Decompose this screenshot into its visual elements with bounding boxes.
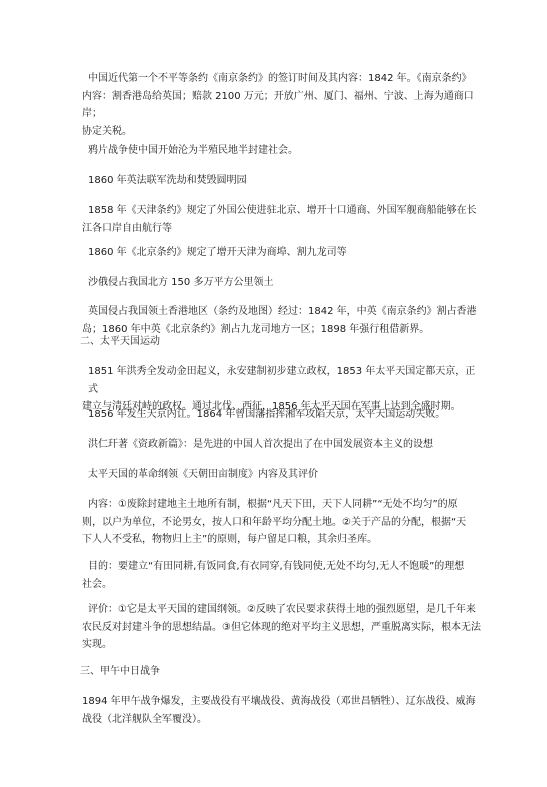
text-line: 则，以户为单位，不论男女，按人口和年龄平均分配土地。②关于产品的分配，根据“天 — [82, 516, 467, 528]
text-line: 洪仁玕著《资政新篇》：是先进的中国人首次提出了在中国发展资本主义的设想 — [88, 439, 433, 450]
paragraph-purpose — [82, 558, 482, 593]
paragraph-opium-war-effect — [88, 142, 482, 160]
text-line: 内容：①废除封建地主土地所有制，根据“凡天下田，天下人同耕”“无处不均匀”的原 — [88, 499, 458, 510]
paragraph-content — [82, 496, 482, 549]
paragraph-tianjin-treaty — [82, 202, 482, 237]
text-line: 下人人不受私，物物归上主”的原则，每户留足口粮，其余归圣库。 — [82, 534, 378, 545]
paragraph-yuanmingyuan — [88, 172, 482, 190]
paragraph-tianchao-tianmu — [88, 466, 482, 484]
text-line: 目的：要建立“有田同耕,有饭同食,有衣同穿,有钱同使,无处不均匀,无人不饱暖”的理想 — [88, 561, 465, 572]
text-line: 沙俄侵占我国北方 150 多万平方公里领土 — [88, 277, 274, 288]
text-line: 评价：①它是太平天国的建国纲领。②反映了农民要求获得土地的强烈愿望，是几千年来 — [88, 604, 476, 615]
text-line: 江各口岸自由航行等 — [82, 222, 172, 234]
text-line: 1851 年洪秀全发动金田起义，永安建制初步建立政权，1853 年太平天国定都天京，正式 — [88, 366, 476, 395]
paragraph-tianjing-incident — [88, 406, 482, 424]
paragraph-nanjing-treaty — [82, 70, 482, 140]
text-line: 1860 年英法联军洗劫和焚毁圆明园 — [88, 175, 247, 186]
section-heading-sino-japanese-war — [80, 663, 160, 681]
text-line: 实现。 — [82, 639, 112, 650]
text-line: 英国侵占我国领土香港地区（条约及地图）经过：1842 年，中英《南京条约》割占香港 — [88, 306, 477, 317]
paragraph-beijing-treaty — [88, 244, 482, 262]
text-line: 1856 年发生天京内讧。1864 年曾国藩指挥湘军攻陷天京，太平天国运动失败。 — [88, 409, 446, 420]
heading-text: 二、太平天国运动 — [80, 336, 160, 347]
paragraph-zizheng-xinpian — [88, 436, 482, 454]
paragraph-evaluation — [82, 601, 482, 654]
text-line: 1860 年《北京条约》规定了增开天津为商埠、割九龙司等 — [88, 247, 347, 258]
paragraph-1894-war — [82, 693, 482, 728]
text-line: 中国近代第一个不平等条约《南京条约》的签订时间及其内容：1842 年。《南京条约》 — [88, 73, 472, 84]
text-line: 鸦片战争使中国开始沦为半殖民地半封建社会。 — [88, 145, 298, 156]
text-line: 岛；1860 年中英《北京条约》割占九龙司地方一区；1898 年强行租借新界。 — [82, 323, 430, 335]
text-line: 1894 年甲午战争爆发，主要战役有平壤战役、黄海战役（邓世昌牺牲）、辽东战役、威海 — [82, 696, 476, 707]
text-line: 建立与清廷对峙的政权。通过北伐、西征，1856 年太平天国在军事上达到全盛时期。 — [82, 401, 461, 412]
text-line: 太平天国的革命纲领《天朝田亩制度》内容及其评价 — [88, 469, 318, 480]
heading-text: 三、甲午中日战争 — [80, 666, 160, 677]
text-line: 社会。 — [82, 578, 112, 590]
paragraph-russia-territory — [88, 274, 482, 292]
text-line: 内容：割香港岛给英国；赔款 2100 万元；开放广州、厦门、福州、宁波、上海为通商口岸； — [82, 90, 474, 119]
text-line: 1858 年《天津条约》规定了外国公使进驻北京、增开十口通商、外国军舰商船能够在长 — [88, 205, 477, 216]
text-line: 农民反对封建斗争的思想结晶。③但它体现的绝对平均主义思想，严重脱离实际，根本无法 — [82, 621, 481, 633]
section-heading-taiping — [80, 333, 160, 351]
text-line: 战役（北洋舰队全军覆没）。 — [82, 713, 207, 725]
text-line: 协定关税。 — [82, 125, 132, 137]
